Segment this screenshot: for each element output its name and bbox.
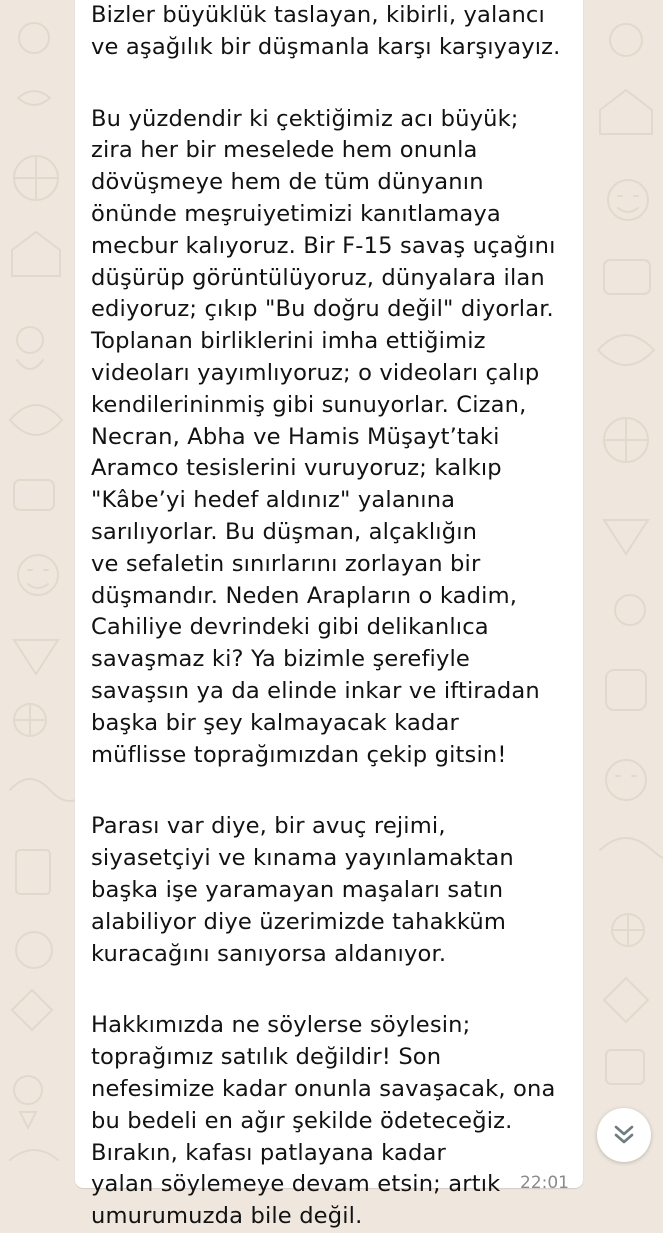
message-line: Bu yüzdendir ki çektiğimiz acı büyük; <box>91 105 519 132</box>
message-line: savaşsın ya da elinde inkar ve iftiradan <box>91 677 540 704</box>
message-line: düşmandır. Neden Arapların o kadim, <box>91 582 518 609</box>
message-line: Aramco tesislerini vuruyoruz; kalkıp <box>91 455 502 482</box>
message-line: ediyoruz; çıkıp "Bu doğru değil" diyorlar. <box>91 296 554 323</box>
message-line: umurumuzda bile değil. <box>91 1203 363 1230</box>
message-line: başka işe yaramayan maşaları satın <box>91 876 504 903</box>
message-text <box>91 0 579 1233</box>
message-line: başka bir şey kalmayacak kadar <box>91 709 459 736</box>
message-line: yalan söylemeye devam etsin; artık <box>91 1171 501 1198</box>
message-line: sarılıyorlar. Bu düşman, alçaklığın <box>91 518 478 545</box>
message-line: dövüşmeye hem de tüm dünyanın <box>91 169 484 196</box>
message-line: ve aşağılık bir düşmanla karşı karşıyayız. <box>91 33 561 60</box>
message-line: ve sefaletin sınırlarını zorlayan bir <box>91 550 481 577</box>
scroll-to-bottom-button[interactable] <box>597 1108 651 1162</box>
message-line: Cahiliye devrindeki gibi delikanlıca <box>91 614 489 641</box>
paragraph-gap <box>91 64 579 104</box>
double-chevron-down-icon <box>611 1122 637 1148</box>
message-line: Hakkımızda ne söylerse söylesin; <box>91 1012 471 1039</box>
paragraph-gap <box>91 771 579 811</box>
message-line: Toplanan birliklerini imha ettiğimiz <box>91 328 486 355</box>
message-line: zira her bir meselede hem onunla <box>91 137 478 164</box>
message-line: müflisse toprağımızdan çekip gitsin! <box>91 741 507 768</box>
message-line: "Kâbe’yi hedef aldınız" yalanına <box>91 487 456 514</box>
message-line: bu bedeli en ağır şekilde ödeteceğiz. <box>91 1107 513 1134</box>
message-line: Necran, Abha ve Hamis Müşayt’taki <box>91 423 500 450</box>
message-line: kendilerininmiş gibi sunuyorlar. Cizan, <box>91 391 527 418</box>
message-timestamp: 22:01 <box>520 1173 569 1193</box>
message-line: alabiliyor diye üzerimizde tahakküm <box>91 908 507 935</box>
message-line: önünde meşruiyetimizi kanıtlamaya <box>91 200 501 227</box>
message-line: Bırakın, kafası patlayana kadar <box>91 1139 446 1166</box>
message-line: nefesimize kadar onunla savaşacak, ona <box>91 1075 556 1102</box>
message-line: kuracağını sanıyorsa aldanıyor. <box>91 940 447 967</box>
message-line: siyasetçiyi ve kınama yayınlamaktan <box>91 845 514 872</box>
message-line: düşürüp görüntülüyoruz, dünyalara ilan <box>91 264 545 291</box>
message-line: videoları yayımlıyoruz; o videoları çalıp <box>91 359 540 386</box>
message-line: mecbur kalıyoruz. Bir F-15 savaş uçağını <box>91 232 556 259</box>
paragraph-gap <box>91 970 579 1010</box>
message-line: Parası var diye, bir avuç rejimi, <box>91 813 446 840</box>
message-bubble[interactable] <box>75 0 583 1230</box>
message-line: savaşmaz ki? Ya bizimle şerefiyle <box>91 646 470 673</box>
message-line: Bizler büyüklük taslayan, kibirli, yalancı <box>91 2 545 28</box>
message-line: toprağımız satılık değildir! Son <box>91 1044 442 1071</box>
